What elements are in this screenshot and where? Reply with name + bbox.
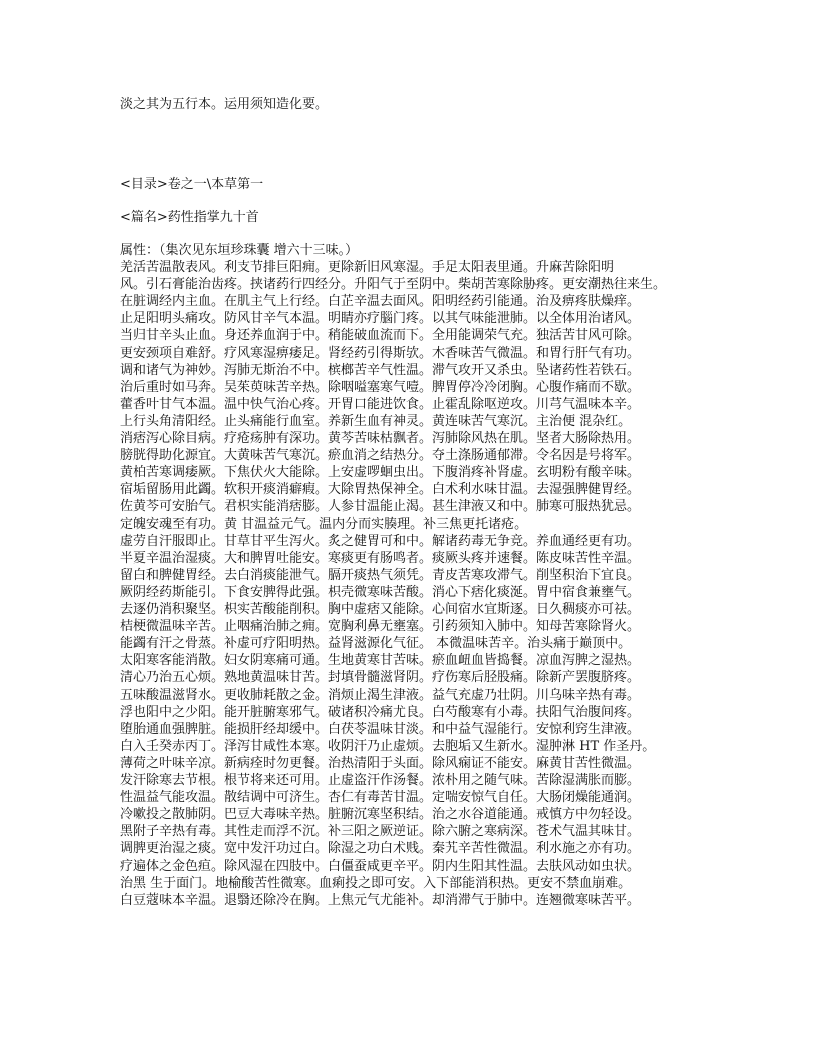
verse-line: 留白和脾健胃经。去白消痰能泄气。膈开痰热气须凭。青皮苦寒攻滞气。削坚积治下宜良。 bbox=[120, 567, 641, 583]
verse-line: 定魄安魂至有功。黄 甘温益元气。温内分而实腠理。补三焦更托诸疮。 bbox=[120, 516, 528, 532]
verse-line: 止足阳明头痛攻。防风甘辛气本温。明睛亦疗腦门疼。以其气味能泄肺。以全体用治诸风。 bbox=[120, 311, 641, 327]
verse-line: 治后重时如马奔。吴茱萸味苦辛热。除咽嗌塞寒气噎。脾胃停冷冷闭胸。心腹作痛而不歇。 bbox=[120, 379, 641, 395]
verse-line: 白豆蔻味本辛温。退翳还除冷在胸。上焦元气尤能补。却消滞气于肺中。连翘微寒味苦平。 bbox=[120, 892, 641, 908]
verse-line: 黄柏苦寒调痿厥。下焦伏火大能除。上安虚啰蛔虫出。下腹消疼补肾虚。玄明粉有酸辛味。 bbox=[120, 465, 641, 481]
verse-line: 藿香叶甘气本温。温中快气治心疼。开胃口能进饮食。止霍乱除呕逆攻。川芎气温味本辛。 bbox=[120, 396, 641, 412]
verse-line: 治黑 生于面门。地榆酸苦性微寒。血痢投之即可安。入下部能消积热。更安不禁血崩难。 bbox=[120, 875, 632, 891]
verse-line: 更安颈项自难舒。疗风寒湿痹痿足。肾经药引得斯欤。木香味苦气微温。和胃行肝气有功。 bbox=[120, 345, 641, 361]
verse-line: 疗遍体之金色疸。除风湿在四肢中。白僵蚕咸更辛平。阴内生阳其性温。去肤风动如虫状。 bbox=[120, 858, 641, 874]
verse-line: 太阳寒客能消散。妇女阴寒痛可通。生地黄寒甘苦味。瘀血衄血皆捣餐。凉血泻脾之湿热。 bbox=[120, 653, 641, 669]
verse-line: 风。引石膏能治齿疼。挟诸药行四经分。升阳气于至阴中。柴胡苦寒除胁疼。更安潮热往来生。 bbox=[120, 277, 667, 293]
verse-line: 五味酸温滋肾水。更收肺耗散之金。消烦止渴生津液。益气充虚乃壮阴。川乌味辛热有毒。 bbox=[120, 687, 641, 703]
verse-line: 半夏辛温治湿痰。大和脾胃吐能安。寒痰更有肠鸣者。痰厥头疼并速餐。陈皮味苦性辛温。 bbox=[120, 550, 641, 566]
intro-line: 淡之其为五行本。运用须知造化要。 bbox=[120, 97, 329, 112]
verse-line: 性温益气能攻温。散结调中可济生。杏仁有毒苦甘温。定喘安惊气自任。大肠闭燥能通润。 bbox=[120, 790, 641, 806]
verse-line: 在脏调经内主血。在肌主气上行经。白芷辛温去面风。阳明经药引能通。治及痹疼肤燥痒。 bbox=[120, 294, 641, 310]
verse-line: 上行头角清阳经。止头痛能行血室。养新生血有神灵。黄连味苦气寒沉。主治便 混杂红。 bbox=[120, 413, 632, 429]
verse-line: 佐黄芩可安胎气。君枳实能消痞膨。人参甘温能止渴。甚生津液又和中。肺寒可服热犹忌。 bbox=[120, 499, 641, 515]
verse-line: 桔梗微温味辛苦。止咽痛治肺之痈。宽胸利鼻无壅塞。引药须知入肺中。知母苦寒除肾火。 bbox=[120, 619, 641, 635]
verse-line: 当归甘辛头止血。身还养血润于中。稍能破血流而下。全用能调荣气充。独活苦甘风可除。 bbox=[120, 328, 641, 344]
attribute-line: 属性：（集次见东垣珍珠囊 增六十三味。） bbox=[120, 243, 359, 258]
verse-line: 调脾更治湿之痰。宽中发汗功过白。除湿之功白术贱。秦艽辛苦性微温。利水施之亦有功。 bbox=[120, 841, 641, 857]
verse-line: 发汗除寒去节根。根节将来还可用。止虚盗汗作汤餐。浓朴用之随气味。苦除湿满胀而膨。 bbox=[120, 773, 641, 788]
verse-line: 冷嗽投之散肺阴。巴豆大毒味辛热。脏腑沉寒坚积结。治之水谷道能通。戒慎方中勿轻设。 bbox=[120, 807, 641, 823]
verse-line: 黑附子辛热有毒。其性走而浮不沉。补三阳之厥逆证。除六腑之寒病深。苍术气温其味甘。 bbox=[120, 824, 641, 840]
verse-line: 去逐仍消积聚坚。枳实苦酸能削积。胸中虚痞又能除。心间宿水宜斯逐。日久稠痰亦可祛。 bbox=[120, 602, 641, 617]
verse-line: 宿垢留肠用此蠲。软积开痰消癖瘕。大除胃热保神全。白术利水味甘温。去湿强脾健胃经。 bbox=[120, 482, 641, 498]
toc-line: <目录>卷之一\本草第一 bbox=[120, 177, 264, 192]
verse-line: 调和诸气为神妙。泻肺无斯治不中。槟榔苦辛气性温。滞气攻开又杀虫。坠诸药性若铁石。 bbox=[120, 362, 641, 378]
verse-line: 能蠲有汗之骨蒸。补虚可疗阳明热。益肾滋源化气征。 本微温味苦辛。治头痛于巅顶中。 bbox=[120, 636, 632, 652]
verse-line: 白入壬癸赤丙丁。泽泻甘咸性本寒。收阴汗乃止虚烦。去胞垢又生新水。湿肿淋 HT 作圣丹。 bbox=[120, 738, 656, 754]
verse-line: 堕胎通血强脾脏。能损肝经却缓中。白茯苓温味甘淡。和中益气湿能行。安惊利窍生津液。 bbox=[120, 721, 641, 737]
verse-line: 虚劳自汗服即止。甘草甘平生泻火。炙之健胃可和中。解诸药毒无争竞。养血通经更有功。 bbox=[120, 533, 641, 549]
verse-line: 薄荷之叶味辛凉。新病痊时勿更餐。治热清阳于头面。除风痫证不能安。麻黄甘苦性微温。 bbox=[120, 755, 641, 771]
verse-line: 膀胱得助化源宜。大黄味苦气寒沉。瘀血消之结热分。夺土涤肠通郁滞。令名因是号将军。 bbox=[120, 448, 641, 464]
verse-line: 清心乃治五心烦。熟地黄温味甘苦。封填骨髓滋肾阴。疗伤寒后胫股痛。除新产罢腹脐疼。 bbox=[120, 670, 641, 686]
verse-line: 厥阴经药斯能引。下食安脾得此强。枳壳微寒味苦酸。消心下痞化痰涎。胃中宿食兼壅气。 bbox=[120, 584, 641, 600]
verse-line: 消痞泻心除目病。疗疮疡肿有深功。黄芩苦味枯飘者。泻肺除风热在肌。坚者大肠除热用。 bbox=[120, 431, 641, 446]
verse-line: 浮也阳中之少阳。能开脏腑寒邪气。破诸积冷痛尤良。白芍酸寒有小毒。扶阳气治腹间疼。 bbox=[120, 704, 641, 720]
verse-line: 羌活苦温散表风。利支节排巨阳痈。更除新旧风寒湿。手足太阳表里通。升麻苦除阳明 bbox=[120, 260, 615, 275]
chapter-title: <篇名>药性指掌九十首 bbox=[120, 210, 259, 225]
